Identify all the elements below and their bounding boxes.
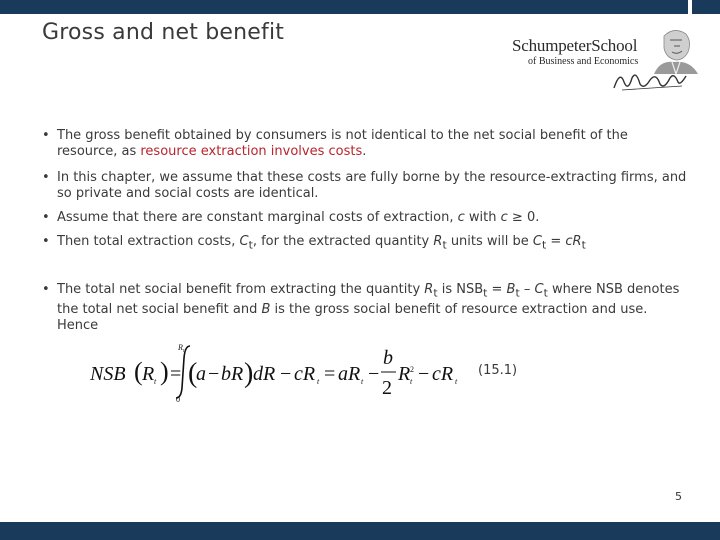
svg-text:NSB: NSB [90, 363, 126, 385]
top-bar-right [692, 0, 720, 14]
bullet-dot: • [42, 234, 50, 249]
slide-title: Gross and net benefit [42, 20, 285, 45]
logo-name: SchumpeterSchool [512, 36, 638, 55]
svg-text:a: a [196, 363, 206, 385]
svg-text:t: t [455, 377, 458, 386]
bullet-dot: • [42, 128, 50, 143]
svg-text:): ) [244, 358, 254, 389]
svg-text:b: b [383, 347, 393, 369]
svg-text:t: t [361, 377, 364, 386]
bullet-item [42, 234, 692, 254]
bullet-text: In this chapter, we assume that these costs are fully borne by the resource-extracting firms, and so private and social costs are identical. [57, 170, 687, 201]
bullet-item [42, 128, 692, 160]
portrait-icon [644, 26, 702, 74]
bullet-text: The gross benefit obtained by consumers is not identical to the net social benefit of the resource, as resource extraction involves costs. [57, 128, 628, 159]
bullet-item [42, 170, 692, 202]
school-logo [510, 24, 710, 96]
svg-text:t: t [410, 377, 413, 386]
svg-text:0: 0 [176, 395, 180, 404]
svg-text:−: − [280, 363, 292, 385]
svg-text:aR: aR [338, 363, 361, 385]
top-bar [0, 0, 688, 14]
svg-text:): ) [160, 357, 169, 386]
svg-text:−: − [208, 363, 220, 385]
svg-text:−: − [368, 363, 380, 385]
bullet-item [42, 210, 692, 226]
equation-number: (15.1) [478, 363, 518, 378]
logo-subtitle: of Business and Economics [528, 56, 639, 67]
bullet-dot: • [42, 210, 50, 225]
highlight-text: resource extraction involves costs [140, 144, 363, 159]
svg-text:cR: cR [294, 363, 316, 385]
svg-text:2: 2 [410, 365, 414, 374]
svg-text:bR: bR [221, 363, 244, 385]
bullet-dot: • [42, 170, 50, 185]
svg-text:R: R [142, 363, 155, 385]
svg-text:=: = [324, 363, 336, 385]
svg-text:cR: cR [432, 363, 454, 385]
svg-text:t: t [154, 377, 157, 386]
formula-image [88, 342, 468, 404]
page-number: 5 [675, 490, 682, 503]
signature-icon [610, 68, 690, 94]
bullet-text: Then total extraction costs, $C_t$, for the extracted quantity $R_t$ units will be $C_t = cR_t$ [57, 234, 586, 252]
svg-text:dR: dR [253, 363, 276, 385]
svg-text:t: t [317, 377, 320, 386]
bullet-text: The total net social benefit from extracting the quantity $R_t$ is $NSB_t = B_t - C_t$ where NSB denotes the total net social benefit and B is the gross social benefit of resource extraction and use. Hence [57, 282, 680, 333]
bullet-dot: • [42, 282, 50, 297]
svg-text:=: = [170, 363, 182, 385]
bullet-text: Assume that there are constant marginal costs of extraction, c with c ≥ 0. [57, 210, 540, 225]
svg-text:t: t [183, 349, 185, 354]
svg-text:R: R [178, 343, 183, 352]
svg-text:−: − [418, 363, 430, 385]
bullet-item [42, 282, 692, 334]
svg-text:(: ( [188, 358, 198, 389]
svg-text:2: 2 [382, 377, 392, 399]
svg-text:R: R [398, 363, 411, 385]
svg-text:(: ( [134, 357, 143, 386]
bottom-bar [0, 522, 720, 540]
